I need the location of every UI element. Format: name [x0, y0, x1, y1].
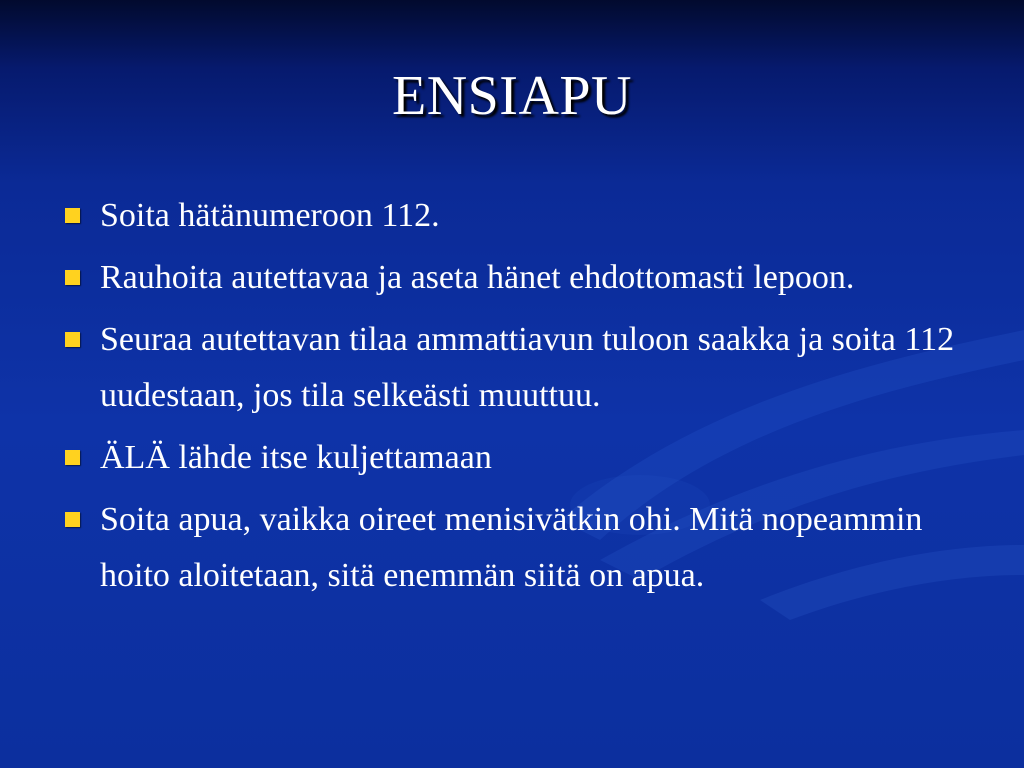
square-bullet-icon — [65, 512, 80, 527]
square-bullet-icon — [65, 450, 80, 465]
bullet-item — [60, 492, 960, 604]
bullet-text: ÄLÄ lähde itse kuljettamaan — [100, 439, 492, 476]
square-bullet-icon — [65, 332, 80, 347]
bullet-item — [60, 312, 960, 424]
bullet-text: Rauhoita autettavaa ja aseta hänet ehdottomasti lepoon. — [100, 259, 855, 296]
slide-title: ENSIAPU — [392, 65, 632, 127]
bullet-item — [60, 250, 960, 306]
bullet-text: Soita apua, vaikka oireet menisivätkin ohi. Mitä nopeammin hoito aloitetaan, sitä enemmän siitä on apua. — [100, 501, 923, 594]
square-bullet-icon — [65, 270, 80, 285]
bullet-text: Seuraa autettavan tilaa ammattiavun tuloon saakka ja soita 112 uudestaan, jos tila selkeästi muuttuu. — [100, 321, 955, 414]
bullet-text: Soita hätänumeroon 112. — [100, 197, 440, 234]
bullet-list — [60, 188, 960, 610]
bullet-item — [60, 188, 960, 244]
square-bullet-icon — [65, 208, 80, 223]
bullet-item — [60, 430, 960, 486]
